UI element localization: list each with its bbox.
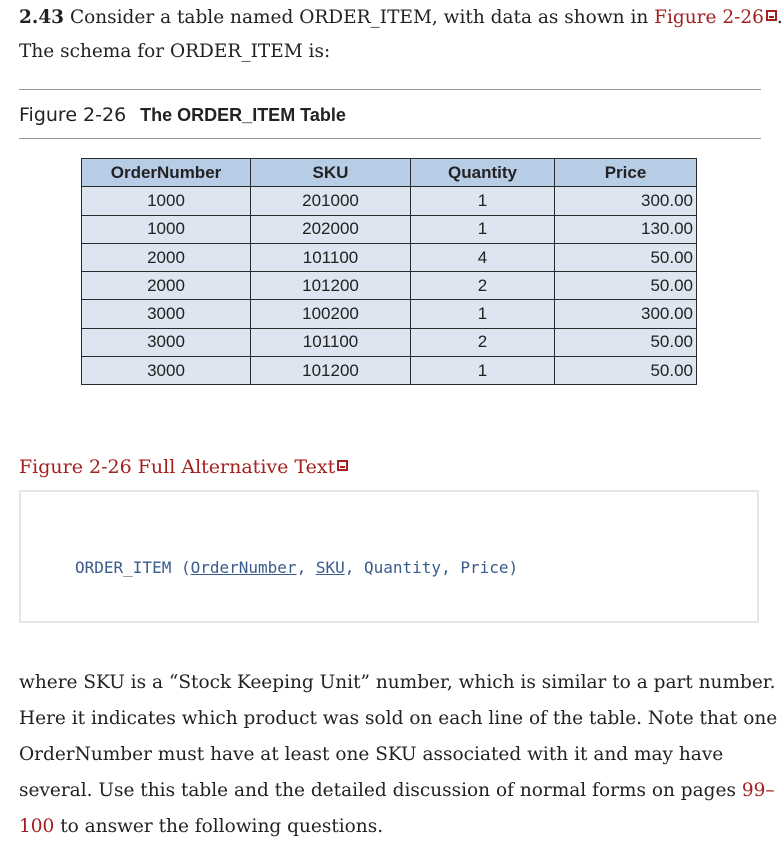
table-cell: 50.00 (555, 328, 697, 356)
table-row (82, 215, 697, 243)
page-link-99[interactable]: 99– (741, 780, 775, 801)
column-header: Quantity (411, 159, 555, 187)
figure-title: Figure 2-26 The ORDER_ITEM Table (19, 104, 346, 126)
table-cell: 1 (411, 215, 555, 243)
column-header: OrderNumber (82, 159, 251, 187)
order-item-table (81, 158, 697, 385)
paragraph-line-1: where SKU is a “Stock Keeping Unit” number, which is similar to a part number. (19, 672, 776, 693)
table-row (82, 272, 697, 300)
table-row (82, 328, 697, 356)
table-cell: 4 (411, 243, 555, 271)
divider-bottom (19, 138, 761, 139)
table-cell: 101200 (251, 272, 411, 300)
table-cell: 202000 (251, 215, 411, 243)
table-row (82, 187, 697, 215)
primary-key-sku: SKU (315, 558, 345, 577)
question-line-2: The schema for ORDER_ITEM is: (19, 41, 331, 62)
table-cell: 50.00 (555, 243, 697, 271)
table-cell: 2000 (82, 272, 251, 300)
schema-code: ORDER_ITEM (OrderNumber, SKU, Quantity, Price) (75, 558, 519, 577)
question-line-1: 2.43 Consider a table named ORDER_ITEM, with data as shown in Figure 2-26 . (19, 7, 783, 28)
table-cell: 2 (411, 272, 555, 300)
table-cell: 130.00 (555, 215, 697, 243)
table-cell: 2000 (82, 243, 251, 271)
full-alt-text-link[interactable]: Figure 2-26 Full Alternative Text (19, 456, 348, 478)
question-number: 2.43 (19, 7, 65, 28)
table-cell: 2 (411, 328, 555, 356)
table-cell: 1000 (82, 215, 251, 243)
table-cell: 100200 (251, 300, 411, 328)
table-cell: 300.00 (555, 300, 697, 328)
table-cell: 101100 (251, 328, 411, 356)
table-row (82, 357, 697, 385)
page-link-100[interactable]: 100 (19, 816, 55, 837)
table-cell: 50.00 (555, 272, 697, 300)
question-text: Consider a table named ORDER_ITEM, with data as shown in (64, 7, 655, 28)
paragraph-line-2: Here it indicates which product was sold on each line of the table. Note that one (19, 708, 778, 729)
column-header: SKU (251, 159, 411, 187)
external-link-icon (337, 460, 348, 471)
table-row (82, 243, 697, 271)
table-cell: 300.00 (555, 187, 697, 215)
table-cell: 3000 (82, 357, 251, 385)
table-cell: 50.00 (555, 357, 697, 385)
table-cell: 101100 (251, 243, 411, 271)
table-cell: 201000 (251, 187, 411, 215)
schema-code-box (19, 490, 759, 623)
external-link-icon (766, 10, 777, 21)
divider-top (19, 89, 761, 90)
paragraph-line-5: 100 to answer the following questions. (19, 816, 384, 837)
primary-key-ordernumber: OrderNumber (190, 558, 297, 577)
paragraph-line-4: several. Use this table and the detailed discussion of normal forms on pages 99– (19, 780, 775, 801)
table-cell: 1 (411, 187, 555, 215)
table-cell: 101200 (251, 357, 411, 385)
table-header-row (82, 159, 697, 187)
table-cell: 3000 (82, 300, 251, 328)
column-header: Price (555, 159, 697, 187)
table-cell: 3000 (82, 328, 251, 356)
figure-caption: The ORDER_ITEM Table (140, 105, 346, 125)
table-cell: 1000 (82, 187, 251, 215)
table-row (82, 300, 697, 328)
table-cell: 1 (411, 357, 555, 385)
paragraph-line-3: OrderNumber must have at least one SKU associated with it and may have (19, 744, 724, 765)
figure-reference-link[interactable]: Figure 2-26 (654, 7, 777, 28)
table-cell: 1 (411, 300, 555, 328)
